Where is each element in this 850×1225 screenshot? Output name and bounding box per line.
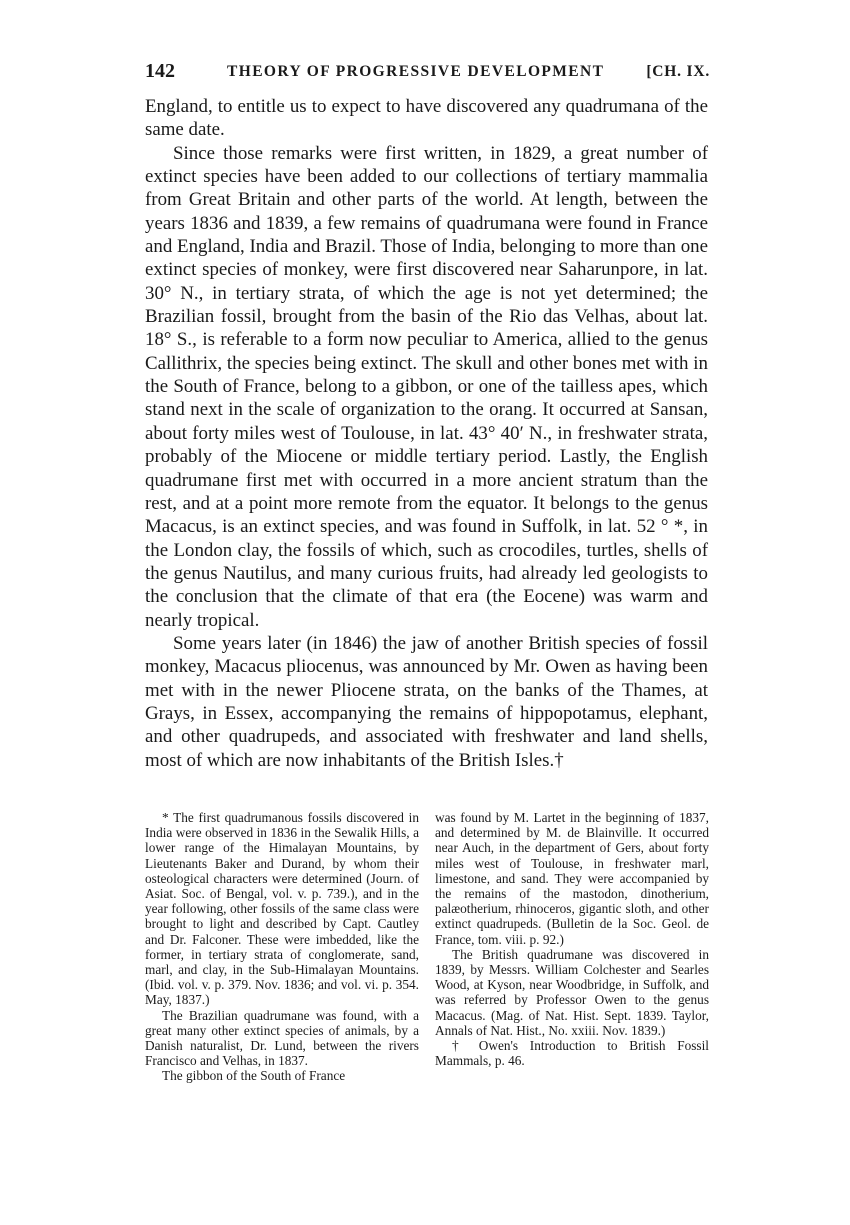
footnote-paragraph: * The first quadrumanous fossils discovered in India were observed in 1836 in the Sewalik Hills, a lower range of the Himalayan Mountains, by Lieutenants Baker and Durand, by whom their osteological characters were determined (Journ. of Asiat. Soc. of Bengal, vol. v. p. 739.), and in the year following, other fossils of the same class were brought to light and described by Capt. Cautley and Dr. Falconer. These were imbedded, like the former, in tertiary strata of conglomerate, sand, marl, and clay, in the Sub-Himalayan Mountains. (Ibid. vol. v. p. 379. Nov. 1836; and vol. vi. p. 354. May, 1837.): [145, 810, 419, 1008]
page-number: 142: [145, 60, 175, 82]
footnote-column-left: [145, 810, 419, 1084]
footnote-paragraph: † Owen's Introduction to British Fossil Mammals, p. 46.: [435, 1038, 709, 1069]
footnote-paragraph: The British quadrumane was discovered in 1839, by Messrs. William Colchester and Searles Wood, at Kyson, near Woodbridge, in Suffolk, and was referred by Professor Owen to the genus Macacus. (Mag. of Nat. Hist. Sept. 1839. Taylor, Annals of Nat. Hist., No. xxiii. Nov. 1839.): [435, 946, 709, 1038]
running-header: [145, 60, 710, 86]
chapter-marker: [CH. IX.: [646, 63, 710, 80]
footnote-paragraph: The Brazilian quadrumane was found, with a great many other extinct species of animals, by a Danish naturalist, Dr. Lund, between the rivers Francisco and Velhas, in 1837.: [145, 1007, 419, 1069]
body-paragraph: Since those remarks were first written, in 1829, a great number of extinct species have been added to our collections of tertiary mammalia from Great Britain and other parts of the world. At length, between the years 1836 and 1839, a few remains of quadrumana were found in France and England, India and Brazil. Those of India, belonging to more than one extinct species of monkey, were first discovered near Saharunpore, in lat. 30° N., in tertiary strata, of which the age is not yet determined; the Brazilian fossil, brought from the basin of the Rio das Velhas, about lat. 18° S., is referable to a form now peculiar to America, allied to the genus Callithrix, the species being extinct. The skull and other bones met with in the South of France, belong to a gibbon, or one of the tailless apes, which stand next in the scale of organization to the orang. It occurred at Sansan, about forty miles west of Toulouse, in lat. 43° 40′ N., in freshwater strata, probably of the Miocene or middle tertiary period. Lastly, the English quadrumane first met with occurred in a more ancient stratum than the rest, and at a point more remote from the equator. It belongs to the genus Macacus, is an extinct species, and was found in Suffolk, in lat. 52 ° *, in the London clay, the fossils of which, such as crocodiles, turtles, shells of the genus Nautilus, and many curious fruits, had already led geologists to the conclusion that the climate of that era (the Eocene) was warm and nearly tropical.: [145, 142, 708, 631]
footnote-paragraph: was found by M. Lartet in the beginning of 1837, and determined by M. de Blainville. It occurred near Auch, in the department of Gers, about forty miles west of Toulouse, in freshwater marl, limestone, and sand. They were accompanied by the remains of the mastodon, dinotherium, palæotherium, rhinoceros, gigantic sloth, and other extinct quadrupeds. (Bulletin de la Soc. Geol. de France, tom. viii. p. 92.): [435, 810, 709, 947]
footnote-column-right: [435, 810, 709, 1068]
body-paragraph: England, to entitle us to expect to have discovered any quadrumana of the same date.: [145, 96, 708, 141]
footnote-paragraph: The gibbon of the South of France: [162, 1068, 346, 1084]
body-paragraph: Some years later (in 1846) the jaw of another British species of fossil monkey, Macacus pliocenus, was announced by Mr. Owen as having been met with in the newer Pliocene strata, on the banks of the Thames, at Grays, in Essex, accompanying the remains of hippopotamus, elephant, and other quadrupeds, and associated with freshwater and land shells, most of which are now inhabitants of the British Isles.†: [145, 632, 708, 771]
running-title: THEORY OF PROGRESSIVE DEVELOPMENT: [227, 63, 605, 80]
main-text: [145, 95, 708, 772]
